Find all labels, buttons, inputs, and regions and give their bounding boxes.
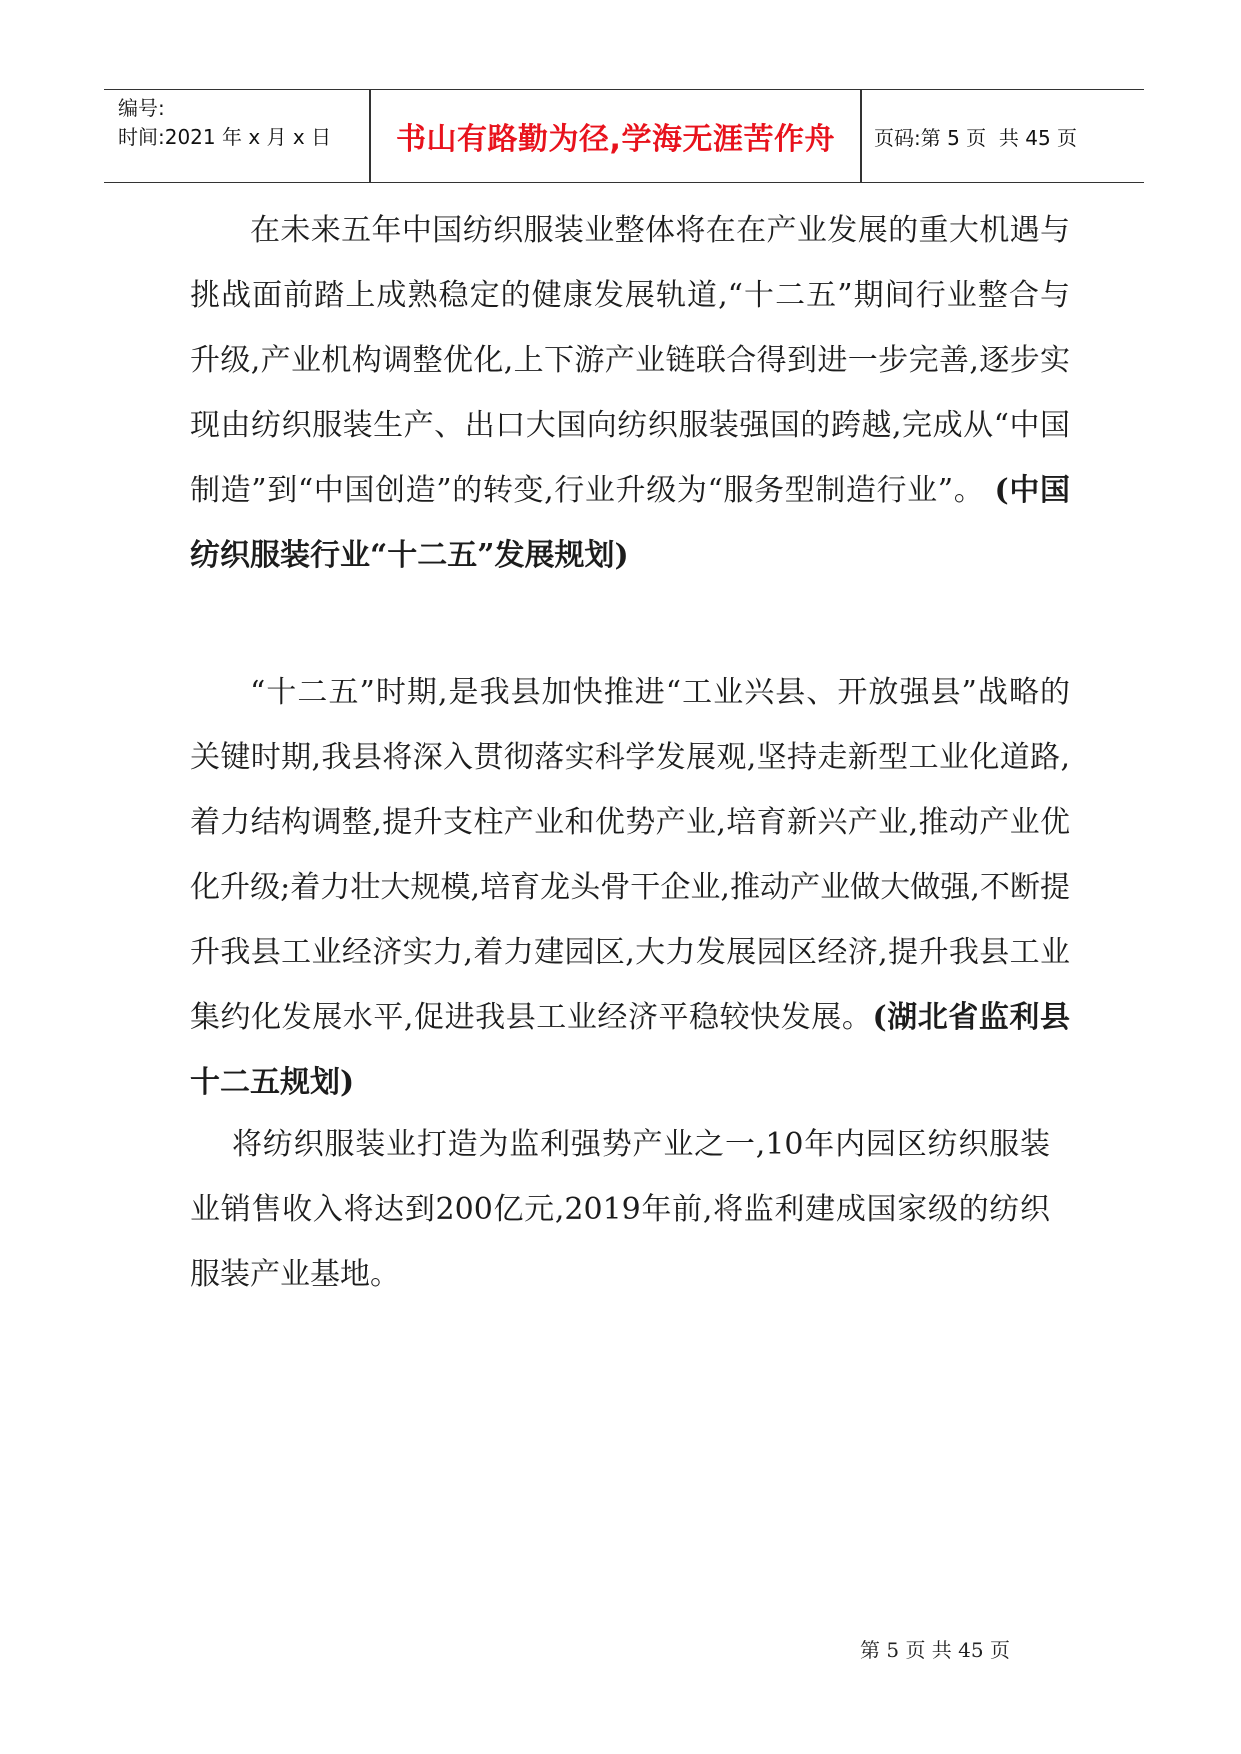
page-footer: 第 5 页 共 45 页 — [860, 1638, 1010, 1662]
paragraph-text: 在未来五年中国纺织服装业整体将在在产业发展的重大机遇与挑战面前踏上成熟稳定的健康发展轨道,“十二五”期间行业整合与升级,产业机构调整优化,上下游产业链联合得到进一步完善,逐步实现由纺织服装生产、出口大国向纺织服装强国的跨越,完成从“中国制造”到“中国创造”的转变,行业升级为“服务型制造行业”。 — [190, 213, 1070, 508]
paragraph-text: “十二五”时期,是我县加快推进“工业兴县、开放强县”战略的关键时期,我县将深入贯彻落实科学发展观,坚持走新型工业化道路,着力结构调整,提升支柱产业和优势产业,培育新兴产业,推动产业优化升级;着力壮大规模,培育龙头骨干企业,推动产业做大做强,不断提升我县工业经济实力,着力建园区,大力发展园区经济,提升我县工业集约化发展水平,促进我县工业经济平稳较快发展。 — [190, 675, 1070, 1035]
header-motto: 书山有路勤为径,学海无涯苦作舟 — [396, 122, 835, 157]
paragraph-2 — [190, 660, 1070, 1115]
document-number-label: 编号: — [118, 96, 165, 120]
paragraph-source: (湖北省监利县十二五规划) — [190, 1000, 1070, 1100]
header-page-number: 页码:第 5 页 共 45 页 — [874, 125, 1078, 150]
paragraph-1 — [190, 198, 1070, 588]
header-divider — [860, 90, 862, 182]
paragraph-text: 将纺织服装业打造为监利强势产业之一,10年内园区纺织服装业销售收入将达到200亿元,2019年前,将监利建成国家级的纺织服装产业基地。 — [190, 1127, 1050, 1292]
header-meta — [118, 94, 368, 178]
document-time-label: 时间:2021 年 x 月 x 日 — [118, 125, 332, 149]
paragraph-3 — [190, 1112, 1050, 1307]
paragraph-source: (中国纺织服装行业“十二五”发展规划) — [190, 473, 1070, 573]
page-header — [104, 89, 1144, 183]
